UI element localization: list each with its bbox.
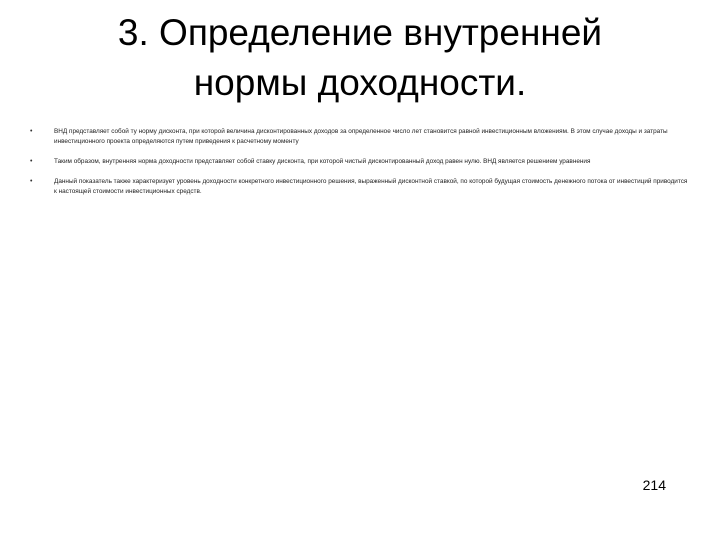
bullet-icon: • [30,158,33,165]
bullet-text: ВНД представляет собой ту норму дисконта, при которой величина дисконтированных доходов за определенное число лет становится равной инвестиционным вложениям. В этом случае доходы и затраты инвестиционного проекта определяются путем приведения к расчетному моменту [54,128,668,145]
bullet-list [30,127,690,207]
bullet-icon: • [30,128,33,135]
bullet-icon: • [30,178,33,185]
page-number: 214 [642,477,666,493]
bullet-text: Данный показатель также характеризует уровень доходности конкретного инвестиционного решения, выраженный дисконтной ставкой, по которой будущая стоимость денежного потока от инвестиций приводится к настоящей стоимости инвестиционных средств. [54,178,688,195]
bullet-item [30,157,690,167]
bullet-text: Таким образом, внутренняя норма доходности представляет собой ставку дисконта, при которой чистый дисконтированный доход равен нулю. ВНД является решением уравнения [54,158,591,165]
bullet-item [30,177,690,197]
slide-title-line-2: нормы доходности. [193,62,527,103]
slide-title-line-1: 3. Определение внутренней [117,12,603,53]
bullet-item [30,127,690,147]
slide-title [40,8,680,108]
